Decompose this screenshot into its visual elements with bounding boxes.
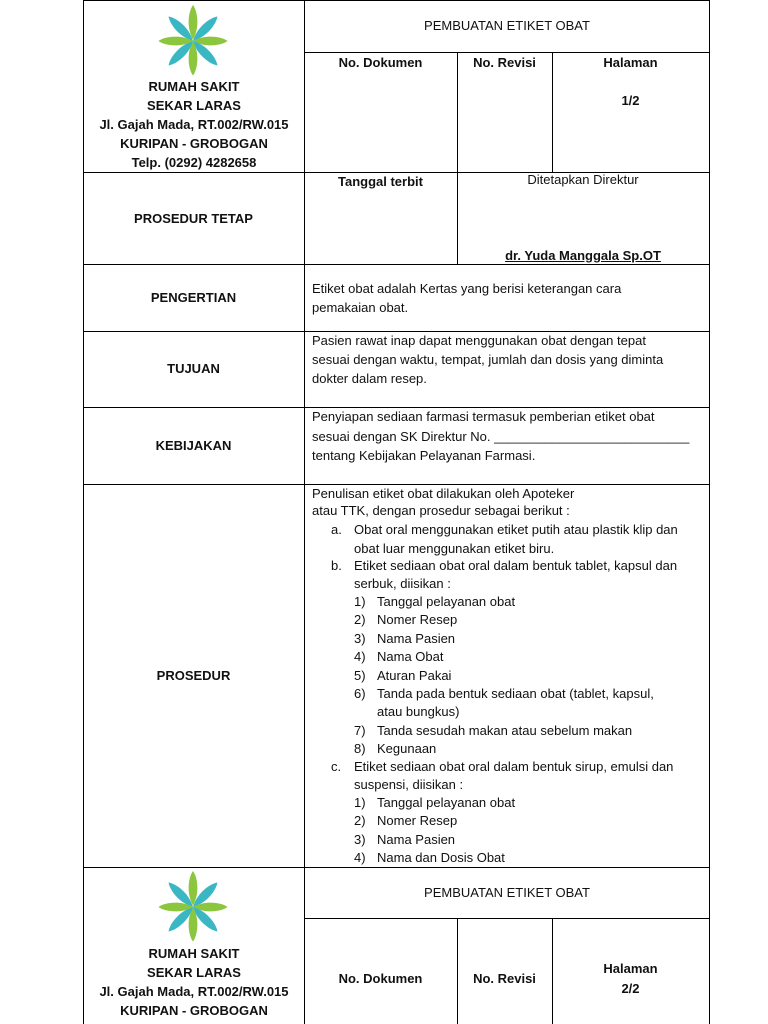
list-item: Nama Obat	[377, 649, 444, 665]
document-title: PEMBUATAN ETIKET OBAT	[424, 18, 590, 33]
hospital-name: SEKAR LARAS	[147, 965, 241, 980]
hospital-address: Jl. Gajah Mada, RT.002/RW.015	[99, 117, 289, 132]
list-number: 3)	[354, 630, 366, 646]
list-item: Tanggal pelayanan obat	[377, 594, 516, 609]
list-item: Tanda sesudah makan atau sebelum makan	[377, 722, 633, 738]
prosedur-c-list	[354, 794, 704, 868]
revision-number-label: No. Revisi	[473, 55, 536, 70]
list-item: Nama Pasien	[377, 630, 456, 646]
list-item: Nama dan Dosis Obat	[377, 850, 505, 866]
list-item: Kegunaan	[377, 741, 437, 757]
prosedur-intro-line-2: atau TTK, dengan prosedur sebagai berikut :	[312, 503, 570, 518]
page-number: 1/2	[621, 93, 640, 108]
hospital-phone: Telp. (0292) 4282658	[131, 155, 257, 170]
list-number: 7)	[354, 722, 366, 738]
hospital-info	[84, 77, 304, 172]
list-number: 2)	[354, 612, 366, 628]
hospital-logo	[157, 871, 229, 943]
hospital-city: KURIPAN - GROBOGAN	[120, 1003, 268, 1018]
prosedur-label: PROSEDUR	[156, 668, 231, 683]
pengertian-line-1: Etiket obat adalah Kertas yang berisi keterangan cara	[312, 281, 622, 296]
list-number: 8)	[354, 741, 366, 757]
list-number: 1)	[354, 795, 366, 810]
page-number: 2/2	[621, 981, 640, 996]
doc-number-label: No. Dokumen	[338, 971, 423, 986]
pengertian-label: PENGERTIAN	[150, 290, 237, 305]
prosedur-intro-line-1: Penulisan etiket obat dilakukan oleh Apoteker	[312, 486, 575, 501]
prosedur-b-line-2: serbuk, diisikan :	[354, 576, 451, 591]
list-number: 4)	[354, 649, 366, 665]
list-item: Nomer Resep	[377, 813, 458, 829]
hospital-name: SEKAR LARAS	[147, 98, 241, 113]
pengertian-line-2: pemakaian obat.	[312, 300, 409, 315]
tujuan-label: TUJUAN	[167, 361, 220, 376]
prosedur-a-line-2: obat luar menggunakan etiket biru.	[354, 541, 555, 556]
prosedur-b-list	[354, 593, 704, 763]
prosedur-tetap-label: PROSEDUR TETAP	[134, 211, 253, 226]
list-item: Tanggal pelayanan obat	[377, 795, 516, 810]
list-item: Nomer Resep	[377, 612, 458, 628]
list-item: Aturan Pakai	[377, 667, 452, 683]
list-number: 6)	[354, 686, 366, 701]
list-number: 2)	[354, 813, 366, 829]
hospital-type: RUMAH SAKIT	[148, 946, 240, 961]
prosedur-a-line-1: Obat oral menggunakan etiket putih atau plastik klip dan	[354, 522, 678, 537]
hospital-logo	[157, 5, 229, 77]
list-marker-a: a.	[331, 522, 342, 537]
approved-by-label: Ditetapkan Direktur	[527, 172, 639, 187]
prosedur-c-line-1: Etiket sediaan obat oral dalam bentuk sirup, emulsi dan	[354, 759, 674, 774]
tujuan-line-2: sesuai dengan waktu, tempat, jumlah dan dosis yang diminta	[312, 352, 664, 367]
hospital-info	[84, 944, 304, 1020]
hospital-address: Jl. Gajah Mada, RT.002/RW.015	[99, 984, 289, 999]
list-number: 1)	[354, 594, 366, 609]
list-marker-c: c.	[331, 759, 342, 774]
page-label: Halaman	[603, 55, 658, 70]
list-item: Nama Pasien	[377, 831, 456, 847]
director-name: dr. Yuda Manggala Sp.OT	[505, 248, 661, 263]
list-marker-b: b.	[331, 558, 342, 573]
prosedur-c-line-2: suspensi, diisikan :	[354, 777, 464, 792]
hospital-type: RUMAH SAKIT	[148, 79, 240, 94]
kebijakan-line-3: tentang Kebijakan Pelayanan Farmasi.	[312, 448, 536, 463]
kebijakan-line-1: Penyiapan sediaan farmasi termasuk pemberian etiket obat	[312, 409, 655, 424]
tujuan-line-1: Pasien rawat inap dapat menggunakan obat dengan tepat	[312, 333, 646, 348]
hospital-city: KURIPAN - GROBOGAN	[120, 136, 268, 151]
list-item: Tanda pada bentuk sediaan obat (tablet, kapsul,	[377, 686, 654, 701]
tujuan-line-3: dokter dalam resep.	[312, 371, 427, 386]
page-label: Halaman	[603, 961, 658, 976]
list-item: atau bungkus)	[377, 704, 460, 720]
doc-number-label: No. Dokumen	[338, 55, 423, 70]
document-title: PEMBUATAN ETIKET OBAT	[424, 885, 590, 900]
list-number: 4)	[354, 850, 366, 866]
list-number: 5)	[354, 667, 366, 683]
revision-number-label: No. Revisi	[473, 971, 536, 986]
prosedur-b-line-1: Etiket sediaan obat oral dalam bentuk tablet, kapsul dan	[354, 558, 678, 573]
issue-date-label: Tanggal terbit	[338, 174, 423, 189]
list-number: 3)	[354, 831, 366, 847]
kebijakan-line-2: sesuai dengan SK Direktur No. ___________________________	[312, 429, 690, 444]
kebijakan-label: KEBIJAKAN	[155, 438, 232, 453]
